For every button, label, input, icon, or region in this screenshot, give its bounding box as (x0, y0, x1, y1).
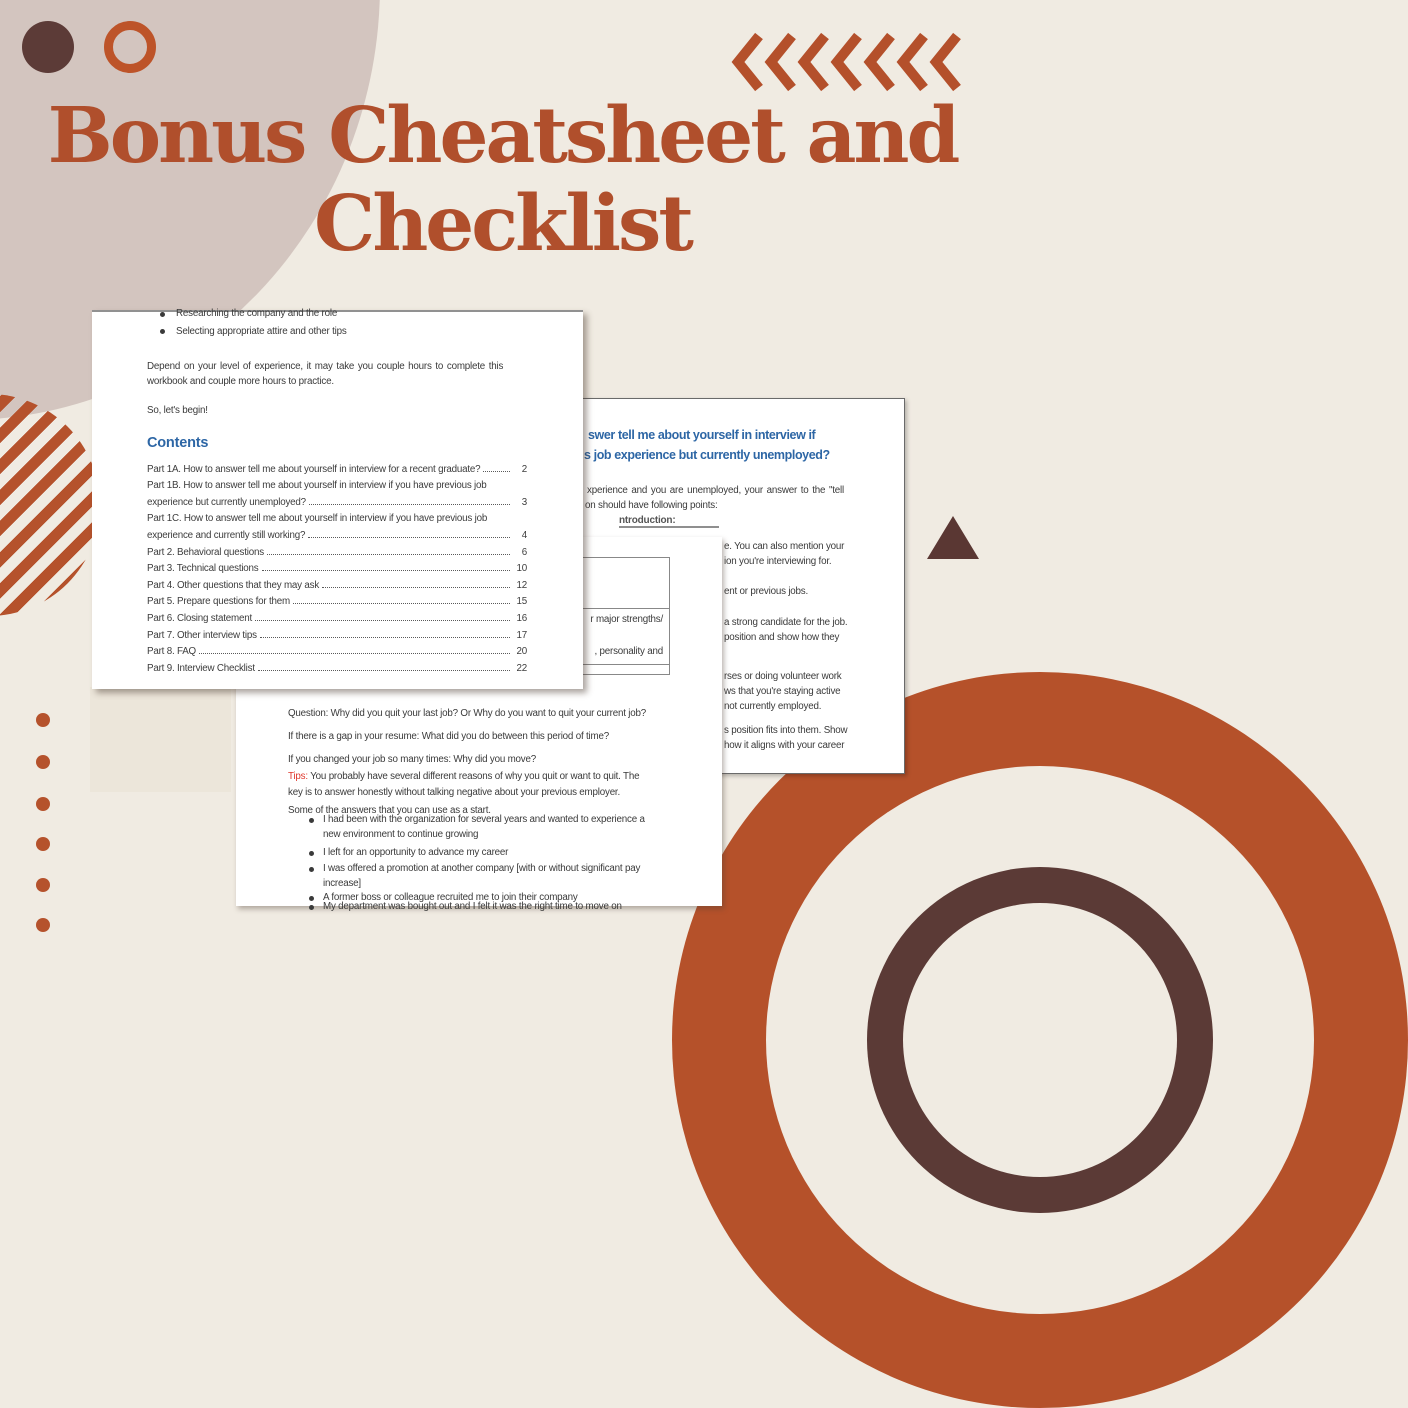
poster-title-line1: Bonus Cheatsheet and (47, 91, 958, 181)
bullet-line: I had been with the organization for several years and wanted to experience a (323, 814, 645, 825)
page3-question-3: If you changed your job so many times: Why did you move? (288, 754, 537, 765)
bullet-dot (309, 851, 314, 856)
bullet-dot (309, 818, 314, 823)
page1-paragraph-line1: Depend on your level of experience, it may take you couple hours to complete this (147, 361, 504, 372)
bullet-dot (309, 905, 314, 910)
page3-tips-line2: key is to answer honestly without talking negative about your previous employer. (288, 787, 620, 798)
dot-shape (36, 713, 50, 727)
bullet-text (323, 900, 622, 915)
page3-question-1: Question: Why did you quit your last job? Or Why do you want to quit your current job? (288, 708, 646, 719)
toc-page-number: 12 (516, 579, 527, 591)
page3-question-2: If there is a gap in your resume: What did you do between this period of time? (288, 731, 609, 742)
toc-page-number: 15 (516, 596, 527, 608)
toc-page-number: 6 (521, 546, 527, 558)
page1-top-bullet-1: Researching the company and the role (176, 308, 338, 319)
page1-paragraph-line2: workbook and couple more hours to practice. (147, 376, 334, 387)
toc-row (147, 558, 527, 575)
page2-text-fragment (724, 615, 858, 645)
toc-page-number: 17 (516, 629, 527, 641)
tips-label: Tips: (288, 771, 308, 782)
toc-page-number: 2 (521, 463, 527, 475)
contents-heading: Contents (147, 435, 209, 451)
bullet-line: I left for an opportunity to advance my career (323, 847, 509, 858)
table-cell-line1: r major strengths/ (590, 614, 663, 625)
fragment-line: not currently employed. (724, 701, 822, 713)
dot-shape (36, 878, 50, 892)
page2-text-fragment (724, 539, 858, 569)
toc-leader-dots (309, 504, 510, 505)
bullet-line: My department was bought out and I felt it was the right time to move on (323, 901, 622, 912)
toc-entry-label: Part 2. Behavioral questions (147, 546, 264, 558)
fragment-line: rses or doing volunteer work (724, 671, 842, 682)
bullet-line: A former boss or colleague recruited me to join their company (323, 892, 578, 903)
bullet-line: new environment to continue growing (323, 828, 479, 840)
table-cell-line2: , personality and (594, 646, 663, 657)
toc-entry-label: Part 4. Other questions that they may ask (147, 579, 320, 591)
brown-circle-shape (22, 21, 74, 73)
toc-row (147, 624, 527, 641)
bullet-dot (160, 312, 165, 317)
toc-entry-label: experience but currently unemployed? (147, 496, 306, 508)
fragment-line: how it aligns with your career (724, 740, 845, 752)
toc-leader-dots (293, 603, 510, 604)
toc-row (147, 574, 527, 591)
page1-begin-line: So, let's begin! (147, 405, 208, 416)
toc-row (147, 641, 527, 658)
page1-top-bullet-2: Selecting appropriate attire and other tips (176, 326, 347, 337)
page2-heading-line2: s job experience but currently unemployed? (584, 448, 830, 462)
dot-shape (36, 755, 50, 769)
fragment-line: a strong candidate for the job. (724, 617, 848, 628)
bullet-line: increase] (323, 877, 361, 889)
toc-entry-label: Part 7. Other interview tips (147, 629, 257, 641)
toc-leader-dots (255, 620, 510, 621)
bullet-text (323, 813, 645, 843)
toc-row (147, 657, 527, 674)
rust-ring-shape (104, 21, 156, 73)
striped-circle-shape (0, 394, 100, 616)
toc-row (147, 491, 527, 508)
document-page-contents (92, 310, 583, 689)
toc-page-number: 20 (516, 646, 527, 658)
toc-entry-label: Part 1B. How to answer tell me about yourself in interview if you have previous job (147, 480, 487, 492)
page2-paragraph-line2: on should have following points: (585, 500, 718, 511)
page2-text-fragment (724, 584, 858, 599)
toc-row (147, 541, 527, 558)
fragment-line: s position fits into them. Show (724, 725, 848, 736)
toc-row (147, 607, 527, 624)
dot-shape (36, 918, 50, 932)
toc-page-number: 3 (521, 496, 527, 508)
fragment-line: e. You can also mention your (724, 541, 845, 552)
toc-entry-label: Part 3. Technical questions (147, 563, 259, 575)
fragment-line: position and show how they (724, 632, 840, 644)
toc-leader-dots (322, 587, 510, 588)
bullet-line: I was offered a promotion at another company [with or without significant pay (323, 863, 641, 874)
toc-entry-label: experience and currently still working? (147, 529, 306, 541)
dot-shape (36, 797, 50, 811)
toc-page-number: 4 (521, 529, 527, 541)
bullet-text (323, 846, 508, 861)
corner-cream-center (903, 903, 1177, 1177)
table-of-contents (147, 458, 527, 674)
fragment-line: ion you're interviewing for. (724, 556, 832, 568)
bullet-dot (160, 329, 165, 334)
toc-leader-dots (308, 537, 510, 538)
toc-leader-dots (260, 637, 510, 638)
dot-shape (36, 837, 50, 851)
page2-introduction-fragment: ntroduction: (619, 515, 719, 528)
toc-row (147, 475, 527, 492)
toc-entry-label: Part 5. Prepare questions for them (147, 596, 290, 608)
fragment-line: ent or previous jobs. (724, 586, 809, 597)
triangle-shape (927, 516, 979, 559)
page2-text-fragment (724, 669, 858, 715)
toc-leader-dots (262, 570, 510, 571)
toc-entry-label: Part 1A. How to answer tell me about yourself in interview for a recent graduate? (147, 463, 481, 475)
toc-page-number: 10 (516, 563, 527, 575)
toc-entry-label: Part 9. Interview Checklist (147, 662, 255, 674)
bullet-dot (309, 867, 314, 872)
chevrons-left-icon (735, 33, 967, 91)
toc-row (147, 458, 527, 475)
toc-leader-dots (258, 670, 510, 671)
bullet-dot (309, 896, 314, 901)
page2-paragraph-line1: xperience and you are unemployed, your answer to the "tell (587, 485, 845, 496)
toc-page-number: 22 (516, 662, 527, 674)
fragment-line: ws that you're staying active (724, 686, 841, 698)
toc-leader-dots (267, 554, 510, 555)
toc-entry-label: Part 6. Closing statement (147, 612, 252, 624)
page3-answers-intro: Some of the answers that you can use as a start. (288, 805, 491, 816)
tips-text-line1: You probably have several different reasons of why you quit or want to quit. The (310, 771, 640, 782)
toc-leader-dots (199, 653, 510, 654)
page3-tips-line1 (288, 769, 639, 784)
bullet-text (323, 862, 640, 892)
toc-row (147, 508, 527, 525)
toc-leader-dots (483, 471, 510, 472)
page2-heading-line1: swer tell me about yourself in interview if (588, 428, 816, 442)
toc-entry-label: Part 1C. How to answer tell me about yourself in interview if you have previous job (147, 513, 488, 525)
beige-shadow-block (90, 687, 231, 792)
poster-title-line2: Checklist (314, 179, 691, 269)
toc-row (147, 591, 527, 608)
toc-entry-label: Part 8. FAQ (147, 646, 196, 658)
toc-page-number: 16 (516, 612, 527, 624)
page2-text-fragment (724, 723, 858, 753)
poster-title (0, 92, 1005, 268)
toc-row (147, 524, 527, 541)
